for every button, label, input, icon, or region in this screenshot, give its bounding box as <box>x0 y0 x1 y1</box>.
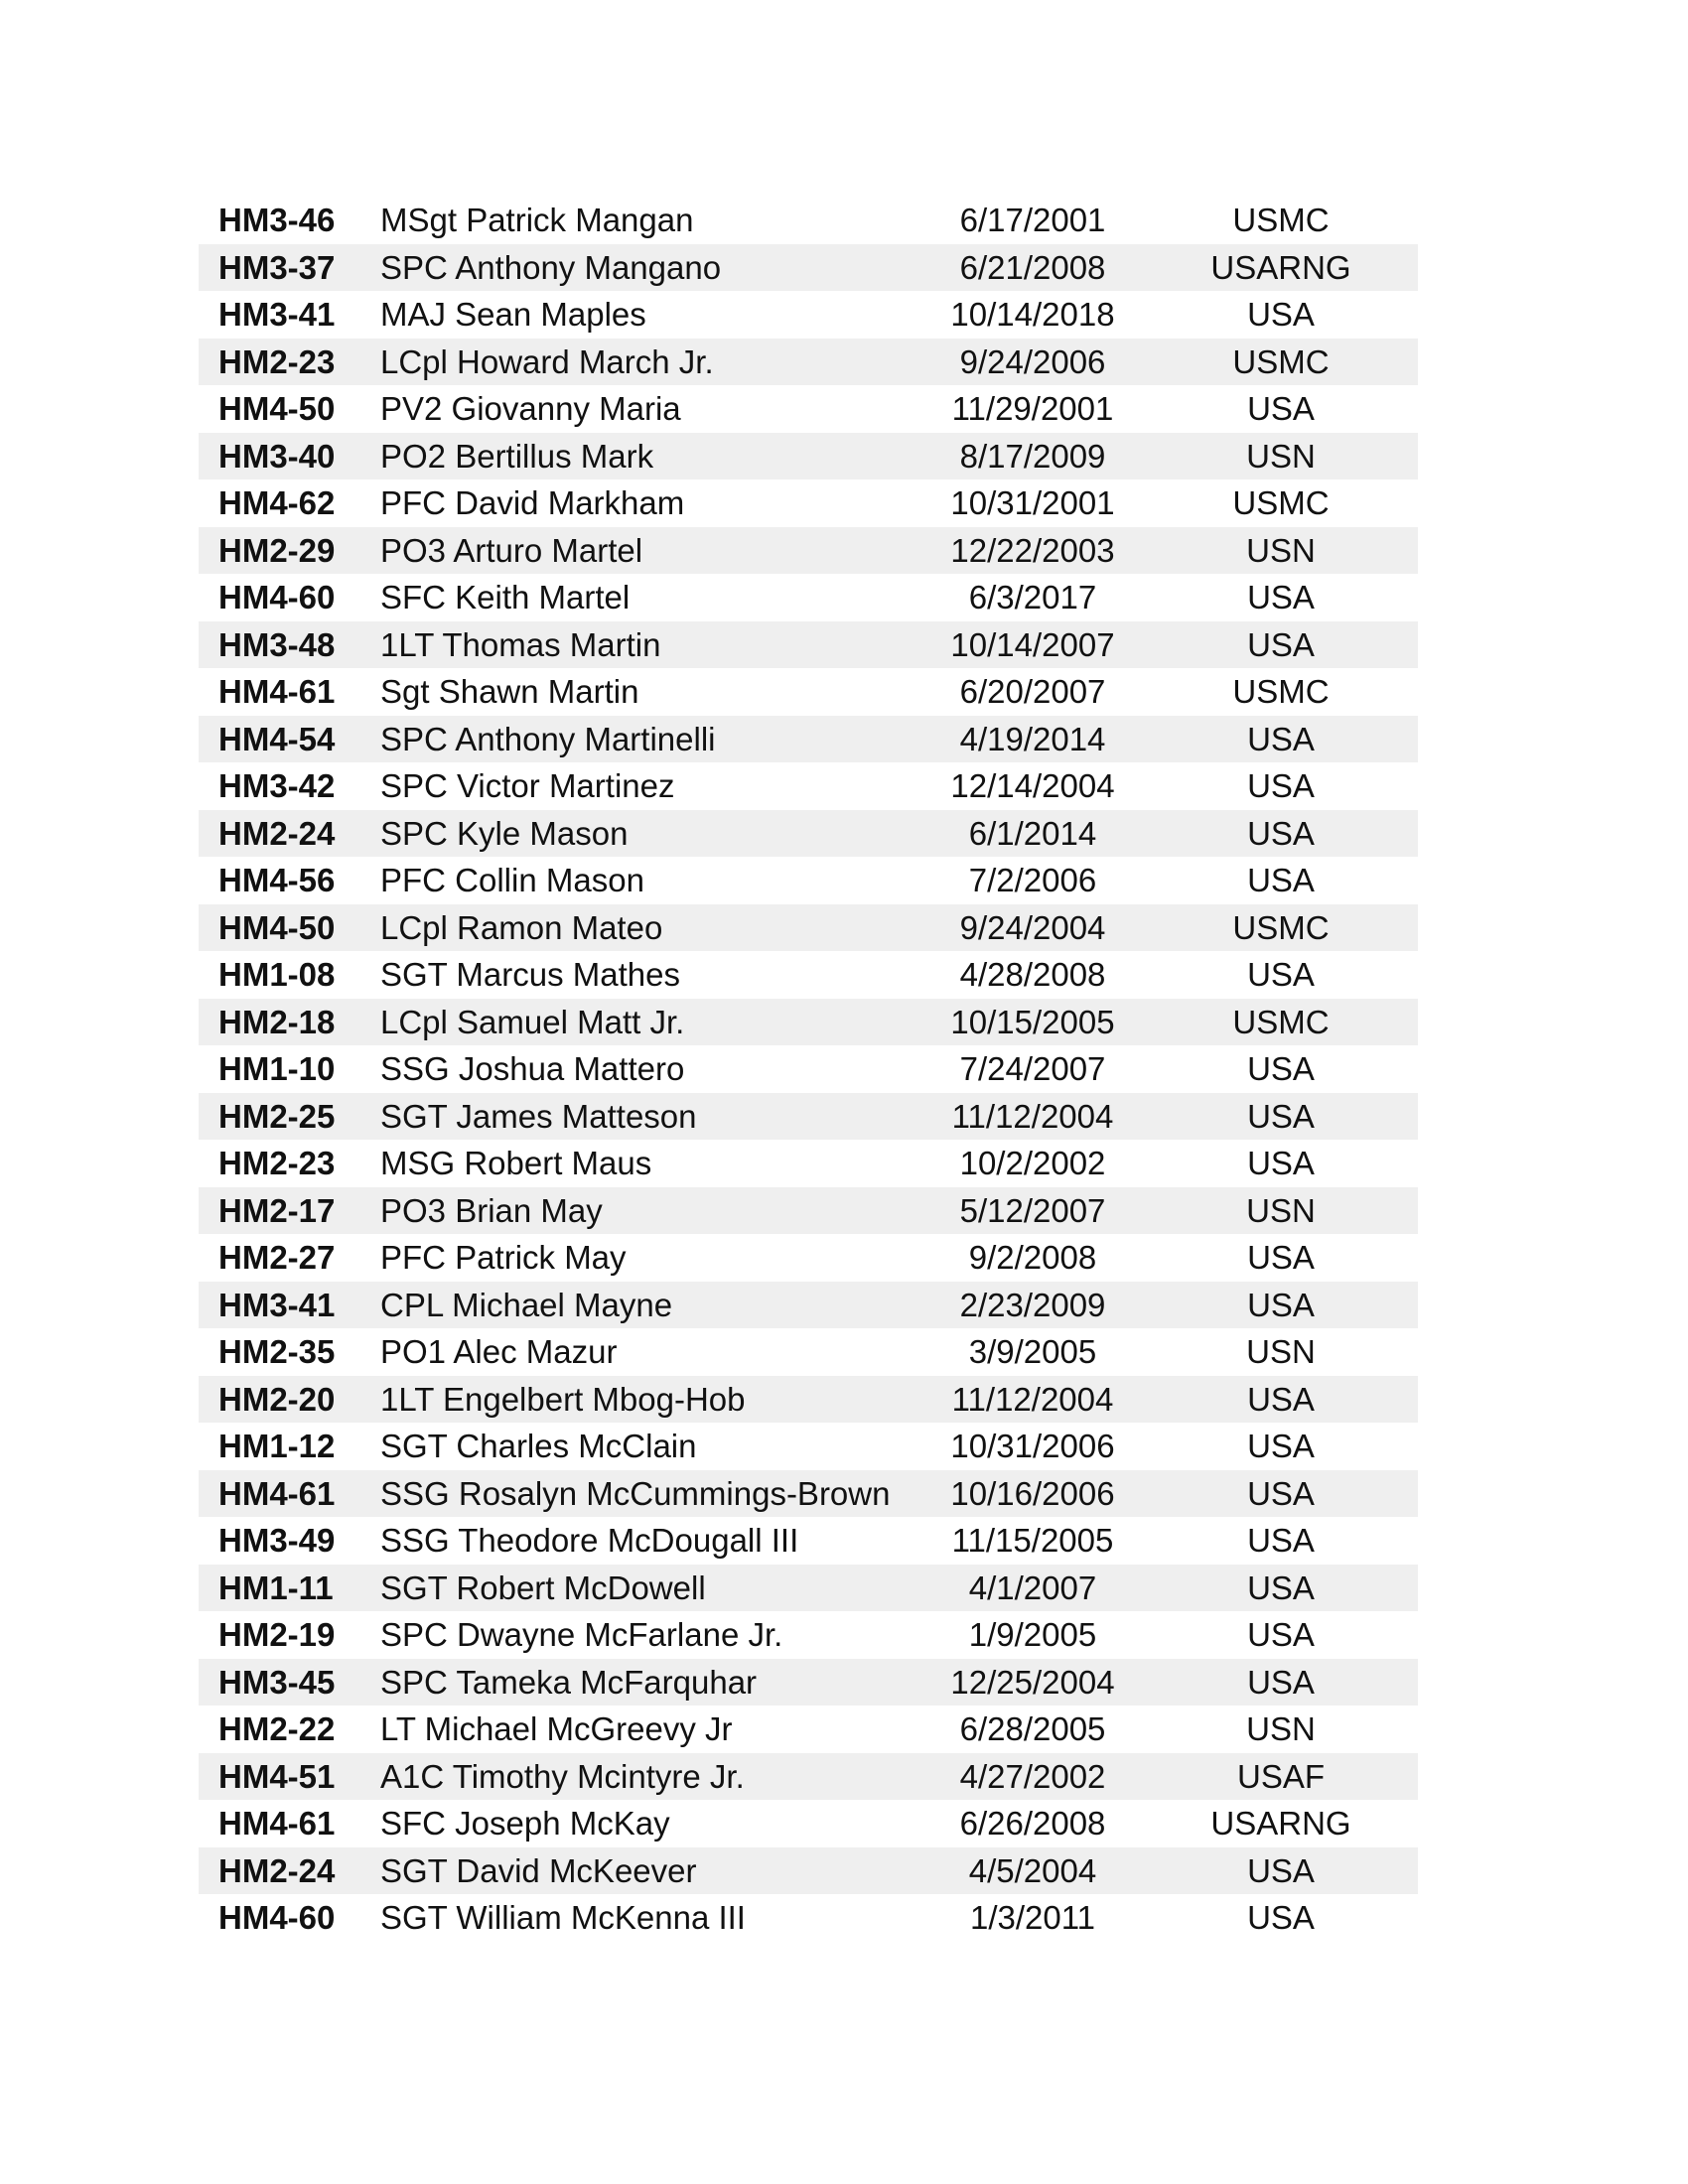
service-branch: USMC <box>1232 342 1330 380</box>
service-branch: USA <box>1247 390 1315 427</box>
table-row <box>199 1706 1418 1753</box>
service-member-name: LT Michael McGreevy Jr <box>380 1710 733 1747</box>
service-branch: USA <box>1247 1050 1315 1087</box>
grave-marker-code: HM2-23 <box>218 1145 336 1181</box>
date-of-death: 4/28/2008 <box>959 956 1106 993</box>
service-member-name: PFC Patrick May <box>380 1239 627 1276</box>
grave-marker-code: HM4-51 <box>218 1757 336 1795</box>
table-row <box>199 1611 1418 1659</box>
grave-marker-code: HM4-61 <box>218 673 336 710</box>
table-row <box>199 1659 1418 1706</box>
date-of-death: 10/2/2002 <box>959 1145 1106 1181</box>
table-row <box>199 857 1418 904</box>
grave-marker-code: HM4-56 <box>218 862 336 898</box>
service-branch: USMC <box>1232 484 1330 521</box>
service-branch: USA <box>1247 767 1315 804</box>
grave-marker-code: HM2-18 <box>218 1003 336 1040</box>
service-member-name: SPC Dwayne McFarlane Jr. <box>380 1616 783 1653</box>
table-row <box>199 574 1418 621</box>
grave-marker-code: HM3-45 <box>218 1663 336 1701</box>
date-of-death: 6/20/2007 <box>959 673 1106 710</box>
table-row <box>199 668 1418 716</box>
grave-marker-code: HM1-08 <box>218 956 336 993</box>
date-of-death: 10/14/2018 <box>950 296 1115 333</box>
service-branch: USAF <box>1236 1757 1325 1795</box>
date-of-death: 8/17/2009 <box>959 437 1106 475</box>
date-of-death: 9/2/2008 <box>968 1239 1097 1276</box>
service-member-name: 1LT Thomas Martin <box>380 625 661 663</box>
table-row <box>199 762 1418 810</box>
date-of-death: 10/14/2007 <box>950 625 1115 663</box>
date-of-death: 11/15/2005 <box>951 1522 1114 1559</box>
grave-marker-code: HM2-23 <box>218 342 336 380</box>
date-of-death: 6/1/2014 <box>968 814 1097 852</box>
table-row <box>199 1800 1418 1847</box>
grave-marker-code: HM3-41 <box>218 1286 336 1323</box>
service-branch: USA <box>1247 579 1315 615</box>
service-member-name: SSG Theodore McDougall III <box>380 1522 799 1559</box>
service-member-name: MAJ Sean Maples <box>380 296 646 333</box>
service-branch: USMC <box>1232 202 1330 238</box>
table-row <box>199 621 1418 669</box>
service-branch: USARNG <box>1210 248 1351 286</box>
date-of-death: 10/15/2005 <box>950 1003 1115 1040</box>
date-of-death: 10/31/2001 <box>950 484 1115 521</box>
service-branch: USN <box>1246 1191 1316 1229</box>
table-row <box>199 1045 1418 1093</box>
grave-marker-code: HM1-12 <box>218 1428 336 1464</box>
roster-table <box>199 197 1418 1942</box>
service-member-name: MSG Robert Maus <box>380 1145 652 1181</box>
service-member-name: MSgt Patrick Mangan <box>380 202 694 238</box>
grave-marker-code: HM4-54 <box>218 720 336 757</box>
grave-marker-code: HM4-61 <box>218 1474 336 1512</box>
date-of-death: 11/29/2001 <box>951 390 1114 427</box>
table-row <box>199 1753 1418 1801</box>
table-row <box>199 951 1418 999</box>
table-row <box>199 339 1418 386</box>
service-branch: USN <box>1246 531 1316 569</box>
date-of-death: 4/1/2007 <box>968 1569 1097 1606</box>
grave-marker-code: HM2-22 <box>218 1710 336 1747</box>
grave-marker-code: HM3-48 <box>218 625 336 663</box>
service-branch: USA <box>1247 1474 1315 1512</box>
service-member-name: SGT James Matteson <box>380 1097 697 1135</box>
grave-marker-code: HM4-61 <box>218 1805 336 1842</box>
service-branch: USMC <box>1232 908 1330 946</box>
table-row <box>199 1470 1418 1518</box>
grave-marker-code: HM4-62 <box>218 484 336 521</box>
service-member-name: SGT Robert McDowell <box>380 1569 706 1606</box>
grave-marker-code: HM4-60 <box>218 579 336 615</box>
service-branch: USA <box>1247 1380 1315 1418</box>
grave-marker-code: HM4-50 <box>218 908 336 946</box>
service-member-name: PO3 Brian May <box>380 1191 603 1229</box>
table-row <box>199 1140 1418 1187</box>
service-member-name: PO3 Arturo Martel <box>380 531 643 569</box>
service-member-name: SGT David McKeever <box>380 1851 697 1889</box>
table-row <box>199 999 1418 1046</box>
table-row <box>199 716 1418 763</box>
table-row <box>199 1423 1418 1470</box>
date-of-death: 1/9/2005 <box>968 1616 1097 1653</box>
grave-marker-code: HM3-41 <box>218 296 336 333</box>
service-branch: USA <box>1247 862 1315 898</box>
service-member-name: SPC Anthony Mangano <box>380 248 722 286</box>
grave-marker-code: HM2-19 <box>218 1616 336 1653</box>
service-member-name: PFC David Markham <box>380 484 685 521</box>
date-of-death: 10/16/2006 <box>950 1474 1115 1512</box>
grave-marker-code: HM3-49 <box>218 1522 336 1559</box>
table-row <box>199 1565 1418 1612</box>
date-of-death: 6/28/2005 <box>959 1710 1106 1747</box>
date-of-death: 7/2/2006 <box>968 862 1097 898</box>
service-member-name: A1C Timothy Mcintyre Jr. <box>380 1757 745 1795</box>
service-branch: USA <box>1247 1663 1315 1701</box>
service-member-name: Sgt Shawn Martin <box>380 673 639 710</box>
grave-marker-code: HM2-24 <box>218 1851 336 1889</box>
date-of-death: 11/12/2004 <box>951 1097 1114 1135</box>
date-of-death: 1/3/2011 <box>969 1899 1095 1936</box>
service-member-name: PO1 Alec Mazur <box>380 1333 618 1370</box>
date-of-death: 11/12/2004 <box>951 1380 1114 1418</box>
date-of-death: 12/25/2004 <box>950 1663 1115 1701</box>
table-row <box>199 1187 1418 1235</box>
service-branch: USA <box>1247 1239 1315 1276</box>
grave-marker-code: HM4-60 <box>218 1899 336 1936</box>
service-branch: USN <box>1246 437 1316 475</box>
grave-marker-code: HM2-25 <box>218 1097 336 1135</box>
table-row <box>199 1376 1418 1424</box>
date-of-death: 6/21/2008 <box>959 248 1106 286</box>
grave-marker-code: HM2-17 <box>218 1191 336 1229</box>
date-of-death: 6/17/2001 <box>959 202 1106 238</box>
date-of-death: 9/24/2006 <box>959 342 1106 380</box>
date-of-death: 7/24/2007 <box>959 1050 1106 1087</box>
date-of-death: 10/31/2006 <box>950 1428 1115 1464</box>
service-member-name: LCpl Ramon Mateo <box>380 908 663 946</box>
service-member-name: PFC Collin Mason <box>380 862 644 898</box>
service-member-name: SFC Joseph McKay <box>380 1805 670 1842</box>
service-member-name: LCpl Howard March Jr. <box>380 342 714 380</box>
service-member-name: PO2 Bertillus Mark <box>380 437 654 475</box>
table-row <box>199 1328 1418 1376</box>
service-member-name: SPC Anthony Martinelli <box>380 720 716 757</box>
service-member-name: SPC Victor Martinez <box>380 767 675 804</box>
service-branch: USA <box>1247 1616 1315 1653</box>
service-branch: USA <box>1247 814 1315 852</box>
service-branch: USMC <box>1232 1003 1330 1040</box>
grave-marker-code: HM2-27 <box>218 1239 336 1276</box>
service-member-name: SFC Keith Martel <box>380 579 631 615</box>
table-row <box>199 904 1418 952</box>
table-row <box>199 1093 1418 1141</box>
service-member-name: SGT Charles McClain <box>380 1428 697 1464</box>
grave-marker-code: HM2-20 <box>218 1380 336 1418</box>
table-row <box>199 244 1418 292</box>
grave-marker-code: HM2-29 <box>218 531 336 569</box>
service-branch: USA <box>1247 1097 1315 1135</box>
service-member-name: SSG Rosalyn McCummings-Brown <box>380 1474 891 1512</box>
service-branch: USA <box>1247 956 1315 993</box>
grave-marker-code: HM2-35 <box>218 1333 336 1370</box>
table-row <box>199 197 1418 244</box>
table-row <box>199 527 1418 575</box>
date-of-death: 4/5/2004 <box>968 1851 1097 1889</box>
table-row <box>199 1517 1418 1565</box>
service-branch: USA <box>1247 1286 1315 1323</box>
service-branch: USA <box>1247 1851 1315 1889</box>
service-branch: USMC <box>1232 673 1330 710</box>
table-row <box>199 1234 1418 1282</box>
table-row <box>199 479 1418 527</box>
service-branch: USA <box>1247 1569 1315 1606</box>
table-row <box>199 291 1418 339</box>
service-member-name: LCpl Samuel Matt Jr. <box>380 1003 685 1040</box>
service-member-name: SGT William McKenna III <box>380 1899 746 1936</box>
date-of-death: 4/27/2002 <box>959 1757 1106 1795</box>
grave-marker-code: HM3-46 <box>218 202 336 238</box>
table-row <box>199 433 1418 480</box>
service-member-name: PV2 Giovanny Maria <box>380 390 681 427</box>
grave-marker-code: HM3-37 <box>218 248 336 286</box>
service-member-name: CPL Michael Mayne <box>380 1286 673 1323</box>
date-of-death: 6/3/2017 <box>968 579 1097 615</box>
table-row <box>199 1282 1418 1329</box>
grave-marker-code: HM1-11 <box>218 1569 334 1606</box>
service-branch: USARNG <box>1210 1805 1351 1842</box>
date-of-death: 9/24/2004 <box>959 908 1106 946</box>
service-member-name: SPC Kyle Mason <box>380 814 629 852</box>
service-member-name: SSG Joshua Mattero <box>380 1050 685 1087</box>
service-member-name: 1LT Engelbert Mbog-Hob <box>380 1380 746 1418</box>
table-row <box>199 1894 1418 1942</box>
table-row <box>199 385 1418 433</box>
service-branch: USA <box>1247 296 1315 333</box>
date-of-death: 3/9/2005 <box>968 1333 1097 1370</box>
grave-marker-code: HM4-50 <box>218 390 336 427</box>
date-of-death: 6/26/2008 <box>959 1805 1106 1842</box>
grave-marker-code: HM2-24 <box>218 814 336 852</box>
date-of-death: 2/23/2009 <box>959 1286 1106 1323</box>
service-branch: USN <box>1246 1333 1316 1370</box>
service-branch: USA <box>1247 1428 1315 1464</box>
grave-marker-code: HM1-10 <box>218 1050 336 1087</box>
service-member-name: SPC Tameka McFarquhar <box>380 1663 758 1701</box>
service-branch: USA <box>1247 1899 1315 1936</box>
service-member-name: SGT Marcus Mathes <box>380 956 680 993</box>
grave-marker-code: HM3-40 <box>218 437 336 475</box>
service-branch: USA <box>1247 625 1315 663</box>
date-of-death: 12/14/2004 <box>950 767 1115 804</box>
date-of-death: 4/19/2014 <box>959 720 1106 757</box>
table-row <box>199 810 1418 858</box>
service-branch: USA <box>1247 1522 1315 1559</box>
service-branch: USN <box>1246 1710 1316 1747</box>
service-branch: USA <box>1247 720 1315 757</box>
service-branch: USA <box>1247 1145 1315 1181</box>
grave-marker-code: HM3-42 <box>218 767 336 804</box>
table-row <box>199 1847 1418 1895</box>
date-of-death: 5/12/2007 <box>959 1191 1106 1229</box>
date-of-death: 12/22/2003 <box>950 531 1115 569</box>
